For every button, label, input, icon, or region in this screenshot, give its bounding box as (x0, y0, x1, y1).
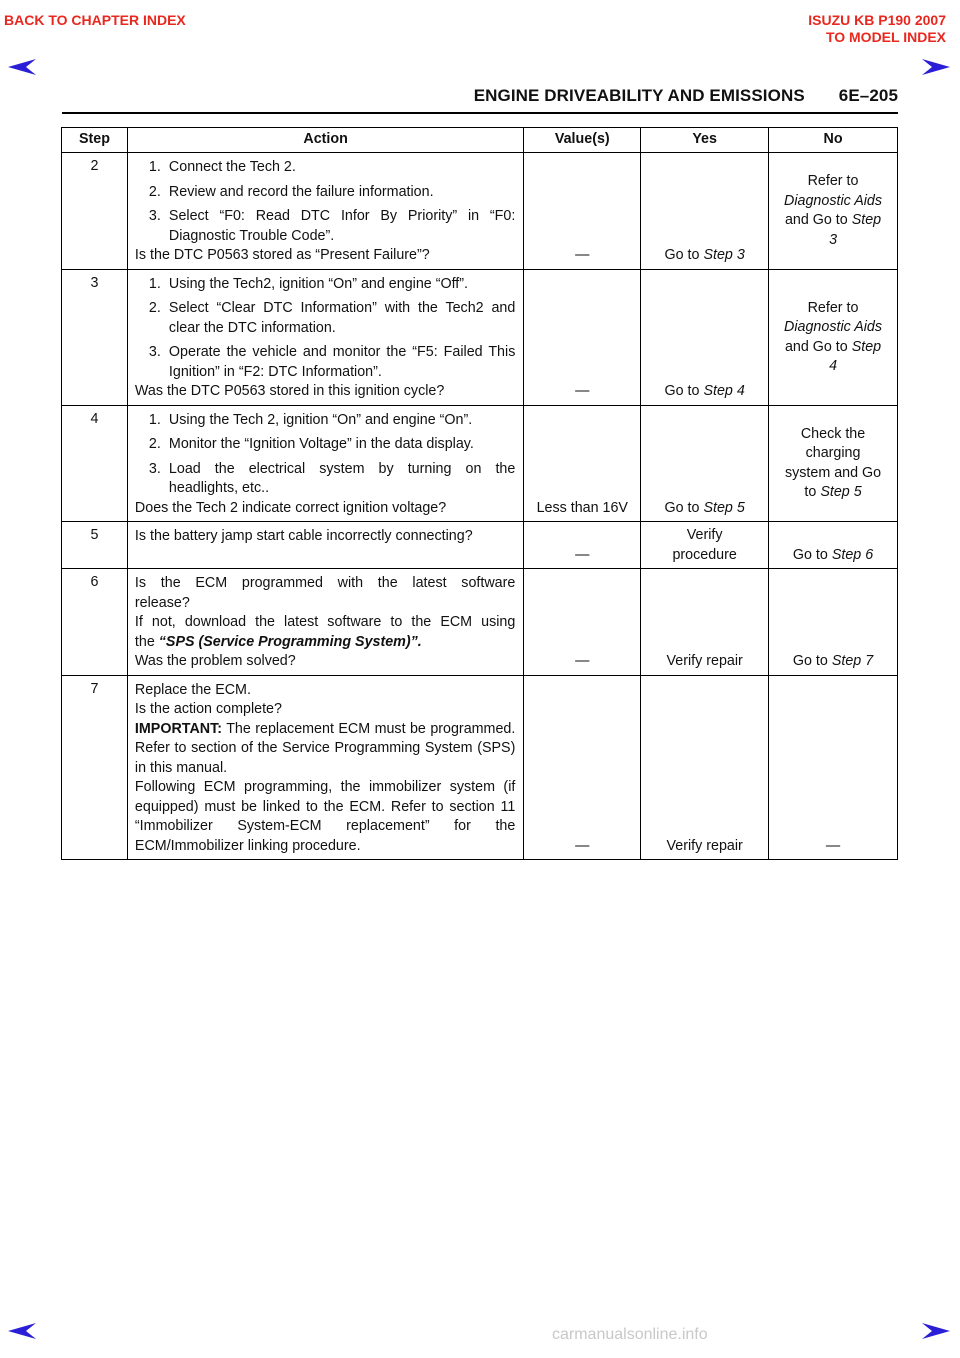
value-cell: Less than 16V (524, 405, 641, 522)
value-cell: — (524, 569, 641, 676)
model-title-link[interactable]: ISUZU KB P190 2007 (808, 12, 946, 28)
no-step-link[interactable]: Step 7 (831, 653, 874, 669)
action-question: Does the Tech 2 indicate correct ignition voltage? (134, 499, 447, 516)
action-list-item: 2. Select “Clear DTC Information” with the Tech2 and clear the DTC information. (148, 300, 516, 336)
important-label: IMPORTANT: (134, 720, 223, 737)
yes-line: Verify (686, 527, 723, 543)
important-text: The replacement ECM must be programmed. Refer to section of the Service Programming System (SPS) in this manual. (134, 720, 516, 776)
step-number: 7 (62, 675, 128, 860)
list-number: 2. (148, 300, 161, 316)
yes-prefix: Go to (664, 247, 704, 263)
column-header-values: Value(s) (524, 128, 641, 153)
step-number: 5 (62, 522, 128, 569)
action-line (135, 633, 515, 653)
action-list-item: 1. Connect the Tech 2. (135, 158, 515, 178)
list-number: 1. (148, 411, 161, 428)
action-list-item: 1. Using the Tech2, ignition “On” and engine “Off”. (135, 275, 515, 295)
step-number: 4 (62, 405, 128, 522)
step-number: 6 (62, 569, 128, 676)
no-step-number[interactable]: 4 (829, 358, 838, 374)
column-header-step: Step (62, 128, 128, 153)
action-list-item: 2. Monitor the “Ignition Voltage” in the data display. (135, 435, 515, 455)
no-prefix: Go to (792, 653, 832, 669)
step-number: 2 (62, 153, 128, 270)
value-cell: — (524, 522, 641, 569)
action-line: Following ECM programming, the immobilizer system (if equipped) must be linked to the ECM. Refer to section 11 “Immobilizer System-ECM replacement” for the ECM/Immobilizer linking procedure. (134, 779, 516, 854)
table-row-step-3 (62, 269, 898, 405)
column-header-no: No (769, 128, 898, 153)
no-prefix: and Go to (784, 338, 852, 355)
action-question: Is the DTC P0563 stored as “Present Failure”? (134, 247, 430, 263)
action-line: If not, download the latest software to the ECM using (134, 614, 516, 630)
no-cell (769, 153, 898, 270)
diagnostic-aids-link[interactable]: Diagnostic Aids (784, 319, 883, 335)
previous-page-arrow-icon[interactable] (8, 58, 38, 76)
yes-cell (641, 522, 769, 569)
no-line: system and Go (784, 464, 882, 481)
list-number: 1. (148, 159, 161, 175)
watermark: carmanualsonline.info (552, 1326, 708, 1343)
value-cell: — (524, 269, 641, 405)
action-list-item: 3. Operate the vehicle and monitor the “F5: Failed This Ignition” in “F2: DTC Information”. (148, 344, 516, 380)
list-number: 3. (148, 460, 161, 477)
table-row-step-5 (62, 522, 898, 569)
no-cell (769, 569, 898, 676)
no-prefix: Go to (792, 546, 832, 563)
back-to-chapter-index-link[interactable]: BACK TO CHAPTER INDEX (4, 12, 186, 28)
header-rule (62, 112, 898, 114)
no-step-link[interactable]: Step 6 (831, 546, 874, 563)
no-line (773, 211, 893, 231)
page-header (62, 86, 898, 106)
section-title: ENGINE DRIVEABILITY AND EMISSIONS (473, 86, 805, 105)
no-line: Refer to (807, 173, 859, 190)
to-model-index-link[interactable]: TO MODEL INDEX (825, 29, 946, 45)
no-cell (769, 522, 898, 569)
action-question: Is the battery jamp start cable incorrectly connecting? (134, 528, 473, 544)
no-step-link[interactable]: Step (851, 212, 882, 229)
previous-page-arrow-icon[interactable] (8, 1322, 38, 1340)
no-cell (769, 405, 898, 522)
action-line-prefix: the (134, 633, 159, 650)
yes-cell: Verify repair (641, 675, 769, 860)
column-header-action: Action (127, 128, 523, 153)
yes-prefix: Go to (664, 499, 704, 516)
model-index-block (808, 12, 946, 46)
action-cell (127, 675, 523, 860)
table-header-row (62, 128, 898, 153)
step-number: 3 (62, 269, 128, 405)
table-row-step-7 (62, 675, 898, 860)
no-cell (769, 269, 898, 405)
next-page-arrow-icon[interactable] (920, 58, 950, 76)
yes-cell: Verify repair (641, 569, 769, 676)
action-line: release? (134, 594, 190, 611)
action-question: Was the problem solved? (134, 653, 296, 669)
action-cell (127, 269, 523, 405)
action-question: Is the action complete? (134, 701, 282, 717)
value-cell: — (524, 153, 641, 270)
yes-line: procedure (672, 546, 737, 563)
important-note (135, 720, 515, 779)
diagnostic-table (61, 127, 898, 860)
list-number: 1. (148, 275, 161, 292)
action-cell (127, 522, 523, 569)
page-number: 6E–205 (838, 86, 898, 105)
no-step-number[interactable]: 3 (829, 231, 838, 248)
action-list-item: 3. Load the electrical system by turning on the headlights, etc.. (148, 460, 516, 496)
action-cell (127, 569, 523, 676)
action-line: Replace the ECM. (134, 681, 251, 698)
yes-cell (641, 153, 769, 270)
column-header-yes: Yes (641, 128, 769, 153)
action-cell (127, 153, 523, 270)
yes-step-link[interactable]: Step 4 (703, 383, 745, 399)
action-list-item: 2. Review and record the failure information. (135, 183, 515, 203)
no-cell: — (769, 675, 898, 860)
action-question: Was the DTC P0563 stored in this ignition cycle? (134, 383, 445, 399)
yes-cell (641, 269, 769, 405)
no-line (773, 338, 893, 358)
no-line (773, 483, 893, 503)
no-line: charging (805, 445, 861, 462)
no-step-link[interactable]: Step (851, 338, 882, 355)
table-row-step-6 (62, 569, 898, 676)
diagnostic-aids-link[interactable]: Diagnostic Aids (784, 192, 883, 209)
value-cell: — (524, 675, 641, 860)
yes-step-link[interactable]: Step 5 (703, 499, 745, 516)
list-number: 3. (148, 208, 161, 224)
no-line: Check the (800, 425, 866, 442)
action-line: Is the ECM programmed with the latest software (134, 575, 516, 591)
list-number: 3. (148, 344, 161, 360)
yes-step-link[interactable]: Step 3 (703, 247, 745, 263)
list-number: 2. (148, 436, 161, 452)
no-line: Refer to (807, 299, 859, 316)
table-row-step-2 (62, 153, 898, 270)
sps-reference: “SPS (Service Programming System)”. (158, 633, 422, 650)
list-number: 2. (148, 183, 161, 200)
action-list-item: 1. Using the Tech 2, ignition “On” and engine “On”. (135, 411, 515, 431)
action-cell (127, 405, 523, 522)
no-prefix: to (804, 484, 821, 501)
next-page-arrow-icon[interactable] (920, 1322, 950, 1340)
no-step-link[interactable]: Step 5 (820, 484, 862, 501)
yes-cell (641, 405, 769, 522)
action-list-item: 3. Select “F0: Read DTC Infor By Priority” in “F0: Diagnostic Trouble Code”. (148, 208, 516, 244)
table-row-step-4 (62, 405, 898, 522)
no-prefix: and Go to (784, 212, 852, 229)
yes-prefix: Go to (664, 383, 704, 399)
